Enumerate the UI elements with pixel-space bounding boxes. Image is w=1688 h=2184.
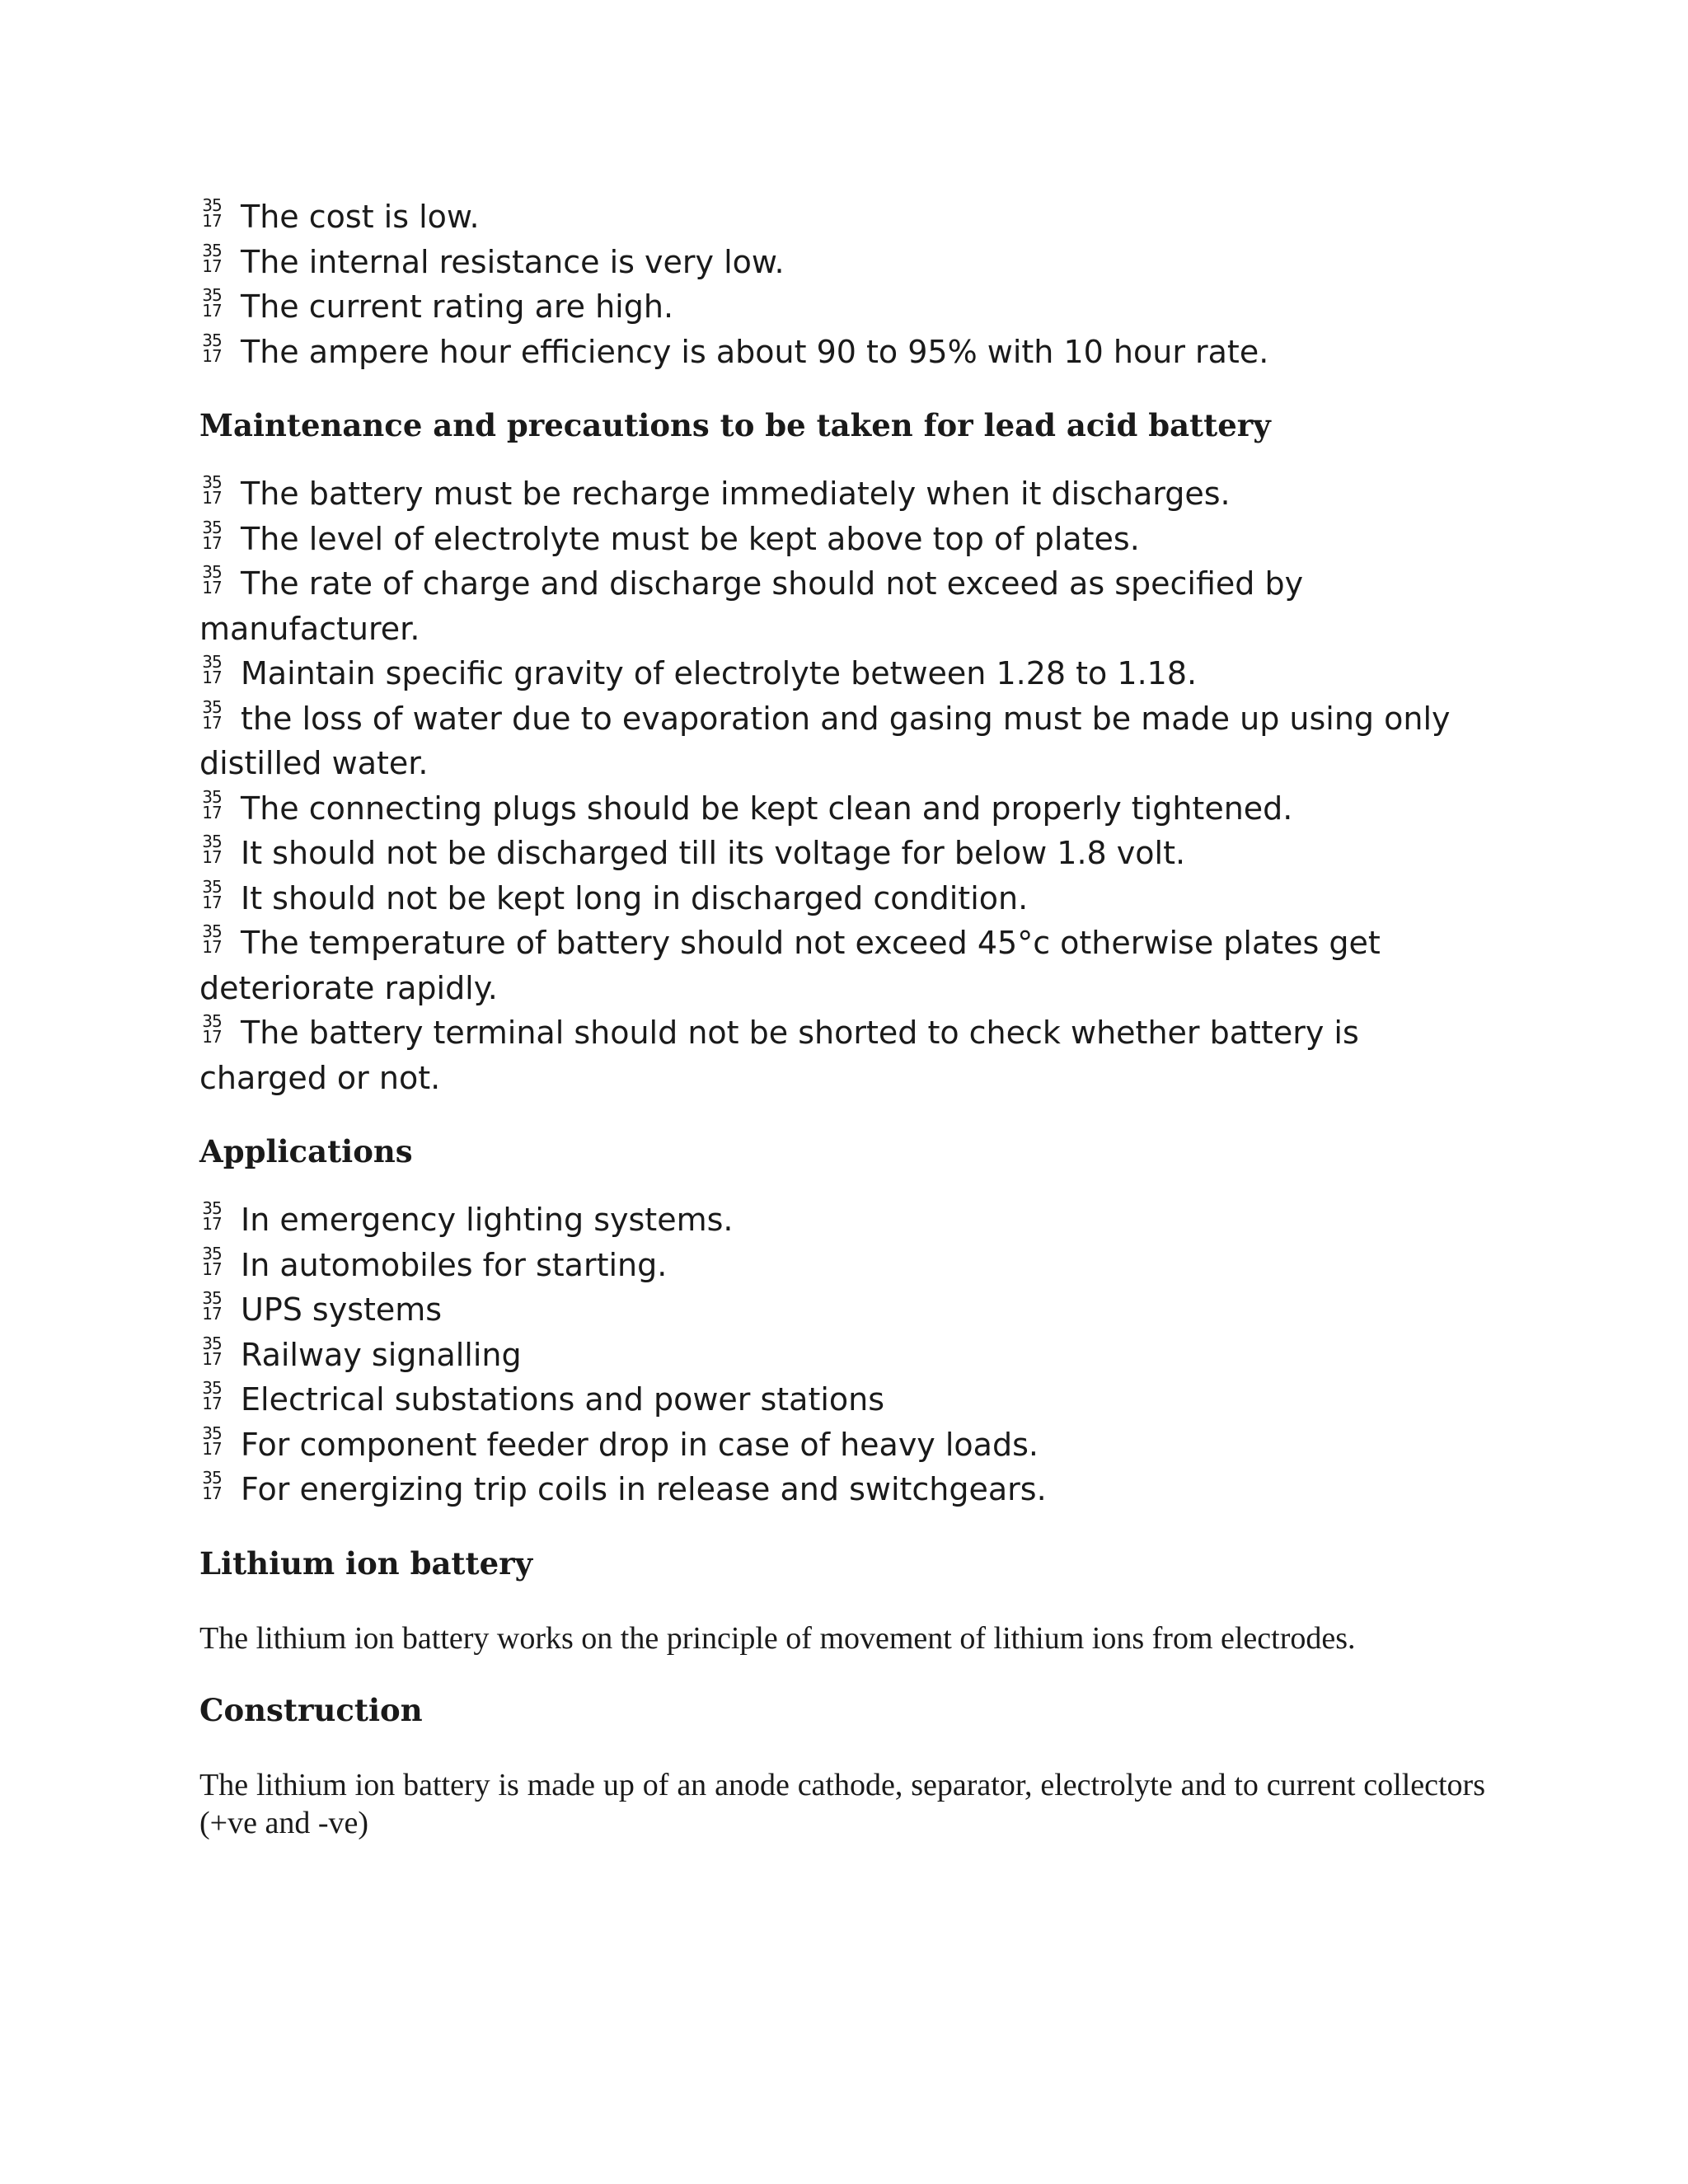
list-item: 35 17 UPS systems <box>199 1287 1485 1333</box>
construction-heading: Construction <box>199 1691 423 1728</box>
list-item: 35 17 For component feeder drop in case of heavy loads. <box>199 1422 1485 1468</box>
maintenance-list <box>199 471 1485 1100</box>
construction-paragraph: The lithium ion battery is made up of an anode cathode, separator, electrolyte and to current collectors (+ve and -ve) <box>199 1767 1485 1840</box>
list-item: 35 17 the loss of water due to evaporation and gasing must be made up using only distilled water. <box>199 696 1451 781</box>
bullet-glyph: 35 17 <box>202 786 222 823</box>
bullet-glyph: 35 17 <box>202 921 222 957</box>
bullet-glyph: 35 17 <box>202 285 222 321</box>
applications-heading: Applications <box>199 1133 413 1169</box>
list-item: 35 17 It should not be kept long in discharged condition. <box>199 876 1485 921</box>
document-page <box>199 195 1485 1842</box>
bullet-glyph: 35 17 <box>202 832 222 867</box>
bullet-glyph: 35 17 <box>202 876 222 912</box>
bullet-glyph: 35 17 <box>202 652 222 687</box>
list-item: 35 17 It should not be discharged till its voltage for below 1.8 volt. <box>199 831 1485 876</box>
lithium-heading: Lithium ion battery <box>199 1544 533 1582</box>
list-item: 35 17 The cost is low. <box>199 194 1485 240</box>
list-item: 35 17 In automobiles for starting. <box>199 1243 1485 1288</box>
bullet-glyph: 35 17 <box>202 1011 222 1047</box>
advantages-list <box>199 194 1485 374</box>
bullet-glyph: 35 17 <box>202 1288 222 1324</box>
list-item: 35 17 The battery terminal should not be shorted to check whether battery is charged or not. <box>199 1011 1359 1096</box>
list-item: 35 17 Electrical substations and power stations <box>199 1377 1485 1422</box>
lithium-paragraph: The lithium ion battery works on the principle of movement of lithium ions from electrodes. <box>199 1620 1356 1656</box>
bullet-glyph: 35 17 <box>202 1333 222 1369</box>
bullet-glyph: 35 17 <box>202 240 222 276</box>
bullet-glyph: 35 17 <box>202 1198 222 1234</box>
bullet-glyph: 35 17 <box>202 472 222 508</box>
maintenance-heading: Maintenance and precautions to be taken for lead acid battery <box>199 407 1271 443</box>
list-item: 35 17 The connecting plugs should be kept clean and properly tightened. <box>199 786 1485 832</box>
list-item: 35 17 In emergency lighting systems. <box>199 1197 1485 1243</box>
bullet-glyph: 35 17 <box>202 562 222 598</box>
bullet-glyph: 35 17 <box>202 1378 222 1413</box>
bullet-glyph: 35 17 <box>202 1468 222 1503</box>
list-item: 35 17 The internal resistance is very low. <box>199 240 1485 285</box>
bullet-glyph: 35 17 <box>202 1422 222 1459</box>
bullet-glyph: 35 17 <box>202 195 222 231</box>
list-item: 35 17 Maintain specific gravity of electrolyte between 1.28 to 1.18. <box>199 651 1485 696</box>
list-item: 35 17 The ampere hour efficiency is about 90 to 95% with 10 hour rate. <box>199 330 1485 375</box>
list-item: 35 17 The current rating are high. <box>199 284 1485 330</box>
bullet-glyph: 35 17 <box>202 1243 222 1279</box>
bullet-glyph: 35 17 <box>202 330 222 366</box>
list-item: 35 17 The temperature of battery should not exceed 45°c otherwise plates get deteriorate rapidly. <box>199 921 1381 1006</box>
list-item: 35 17 The battery must be recharge immediately when it discharges. <box>199 471 1485 517</box>
bullet-glyph: 35 17 <box>202 517 222 553</box>
list-item: 35 17 The level of electrolyte must be kept above top of plates. <box>199 517 1485 562</box>
list-item: 35 17 Railway signalling <box>199 1333 1485 1378</box>
bullet-glyph: 35 17 <box>202 696 222 733</box>
list-item: 35 17 The rate of charge and discharge should not exceed as specified by manufacturer. <box>199 562 1304 647</box>
applications-list <box>199 1197 1485 1512</box>
list-item: 35 17 For energizing trip coils in release and switchgears. <box>199 1467 1485 1512</box>
